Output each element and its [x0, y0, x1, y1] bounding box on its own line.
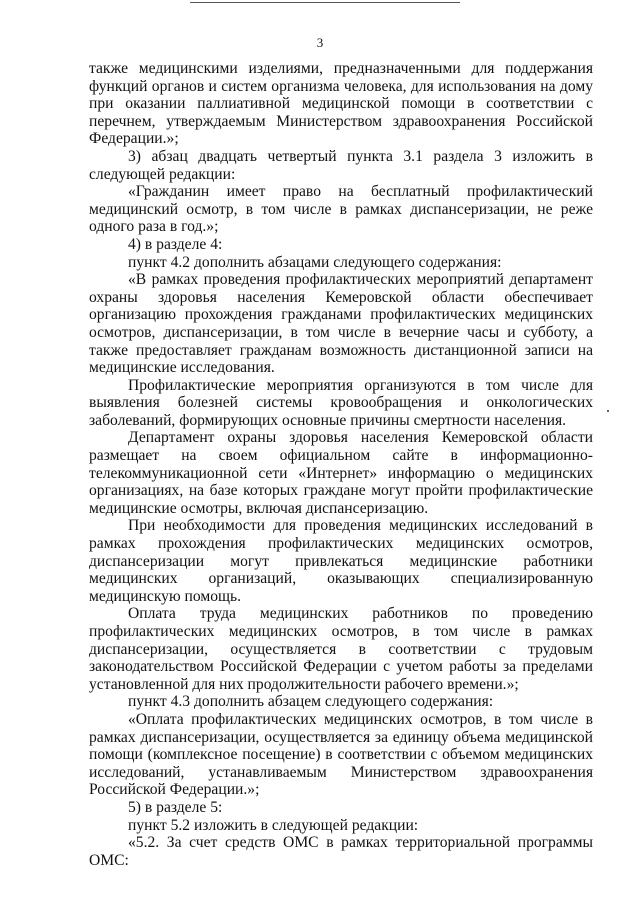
paragraph: 5) в разделе 5:: [128, 798, 223, 816]
paragraph: также медицинскими изделиями, предназначенными для поддержания функций органов и систем организма человека, для использования на дому при оказании паллиативной медицинской помощи в соответствии с перечнем, утверждаемым Министерством здравоохранения Российской Федерации.»;: [89, 60, 593, 148]
paragraph: 3) абзац двадцать четвертый пункта 3.1 раздела 3 изложить в следующей редакции:: [89, 147, 593, 183]
paragraph: «5.2. За счет средств ОМС в рамках территориальной программы ОМС:: [89, 834, 593, 869]
paragraph: «Оплата профилактических медицинских осмотров, в том числе в рамках диспансеризации, осуществляется за единицу объема медицинской помощи (комплексное посещение) в соответствии с объемом медицинских исследований, устанавливаемым Министерством здравоохранения Российской Федерации.»;: [89, 710, 593, 799]
paragraph: «В рамках проведения профилактических мероприятий департамент охраны здоровья населения Кемеровской области обеспечивает организацию прохождения гражданами профилактических медицинских осмотров, диспансеризации, в том числе в вечерние часы и субботу, а также предоставляет гражданам возможность дистанционной записи на медицинские исследования.: [89, 271, 593, 377]
paragraph: Оплата труда медицинских работников по проведению профилактических медицинских осмотров, в том числе в рамках диспансеризации, осуществляется в соответствии с трудовым законодательством Российской Федерации с учетом работы за пределами установленной для них продолжительности рабочего времени.»;: [89, 605, 593, 693]
paragraph: 4) в разделе 4:: [128, 235, 223, 253]
top-rule: [190, 2, 460, 3]
document-body: [89, 60, 593, 869]
scan-speck: [607, 410, 609, 412]
paragraph: пункт 4.3 дополнить абзацем следующего содержания:: [128, 693, 494, 711]
paragraph: При необходимости для проведения медицинских исследований в рамках прохождения профилактических медицинских осмотров, диспансеризации могут привлекаться медицинские работники медицинских организаций, оказывающих специализированную медицинскую помощь.: [89, 517, 593, 605]
paragraph: «Гражданин имеет право на бесплатный профилактический медицинский осмотр, в том числе в рамках диспансеризации, не реже одного раза в год.»;: [89, 183, 593, 236]
paragraph: пункт 5.2 изложить в следующей редакции:: [128, 816, 419, 834]
page-number: 3: [316, 35, 324, 50]
paragraph: Департамент охраны здоровья населения Кемеровской области размещает на своем официальном сайте в информационно-телекоммуникационной сети «Интернет» информацию о медицинских организациях, на базе которых граждане могут пройти профилактические медицинские осмотры, включая диспансеризацию.: [89, 429, 593, 517]
paragraph: пункт 4.2 дополнить абзацами следующего содержания:: [128, 253, 502, 271]
paragraph: Профилактические мероприятия организуются в том числе для выявления болезней системы кровообращения и онкологических заболеваний, формирующих основные причины смертности населения.: [89, 376, 593, 429]
